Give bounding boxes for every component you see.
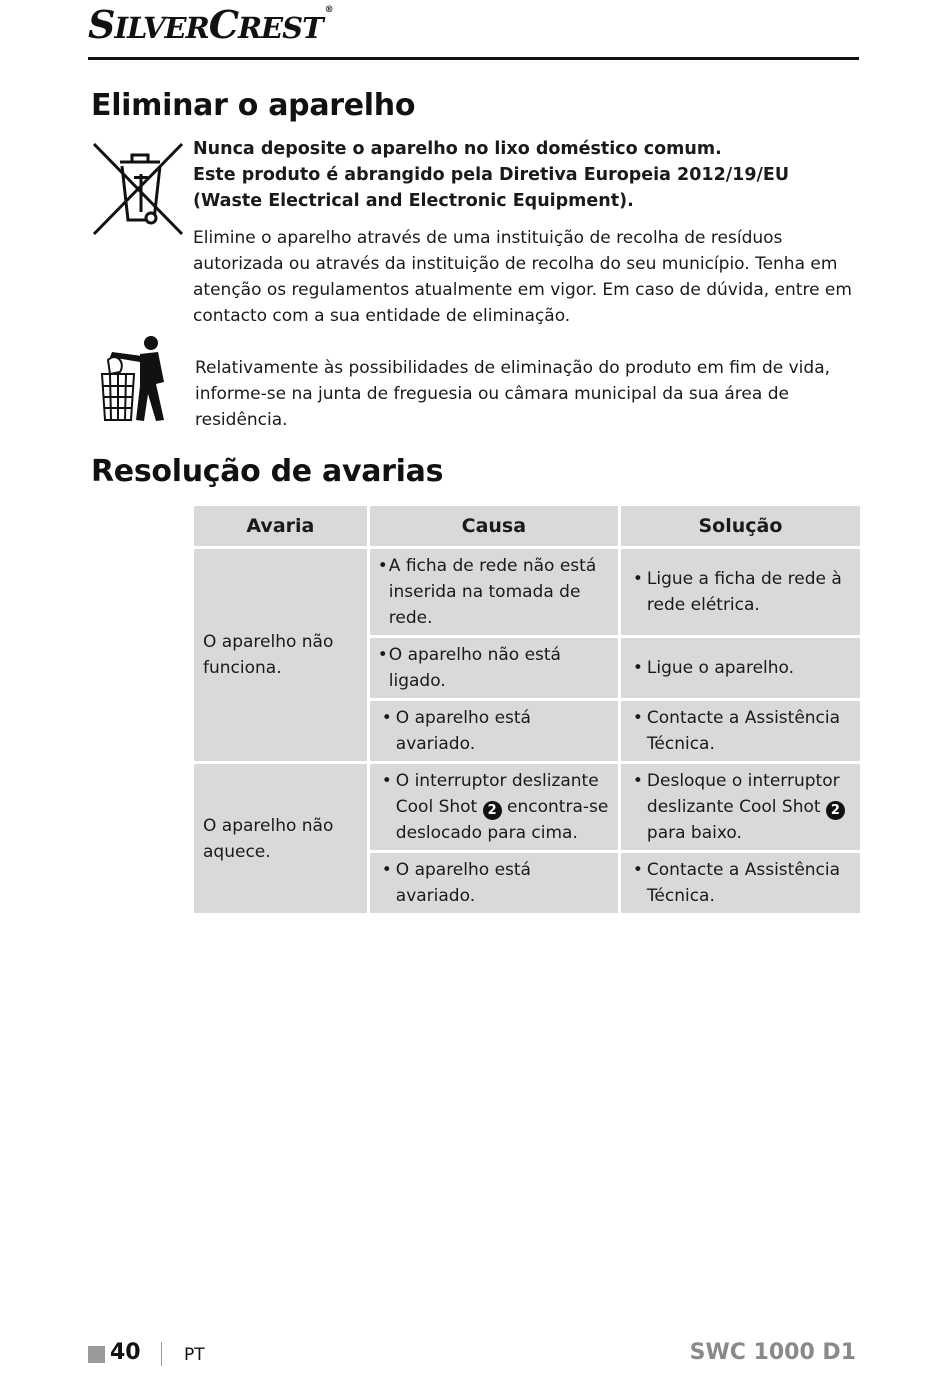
warning-line: Nunca deposite o aparelho no lixo doméstico comum. bbox=[193, 139, 722, 159]
header-causa: Causa bbox=[370, 506, 618, 546]
solucao-cell: • Ligue a ficha de rede à rede elétrica. bbox=[621, 549, 860, 635]
warning-line: Este produto é abrangido pela Diretiva Europeia 2012/19/EU bbox=[193, 165, 790, 185]
ref-number-badge: 2 bbox=[826, 801, 845, 820]
language-code: PT bbox=[184, 1345, 205, 1365]
avaria-cell: O aparelho não aquece. bbox=[194, 764, 367, 913]
causa-cell: • O aparelho está avariado. bbox=[370, 853, 618, 913]
header-solucao: Solução bbox=[621, 506, 860, 546]
brand-logo: SILVERCREST® bbox=[88, 2, 333, 47]
disposal-warning bbox=[193, 136, 853, 214]
header-avaria: Avaria bbox=[194, 506, 367, 546]
disposal-info-paragraph: Relativamente às possibilidades de eliminação do produto em fim de vida, informe-se na junta de freguesia ou câmara municipal da sua área de residência. bbox=[195, 358, 831, 430]
causa-cell: • O aparelho não está ligado. bbox=[370, 638, 618, 698]
solucao-cell: • Contacte a Assistência Técnica. bbox=[621, 853, 860, 913]
trash-bin-person-icon bbox=[98, 334, 170, 424]
page-marker-square bbox=[88, 1346, 105, 1363]
avaria-cell: O aparelho não funciona. bbox=[194, 549, 367, 761]
solucao-cell: • Desloque o interruptor deslizante Cool Shot 2 para baixo. bbox=[621, 764, 860, 850]
section-title-disposal: Eliminar o aparelho bbox=[91, 88, 416, 123]
page-number: 40 bbox=[110, 1340, 141, 1365]
footer-divider bbox=[161, 1342, 162, 1366]
causa-cell: • A ficha de rede não está inserida na tomada de rede. bbox=[370, 549, 618, 635]
warning-line: (Waste Electrical and Electronic Equipment). bbox=[193, 191, 634, 211]
disposal-paragraph: Elimine o aparelho através de uma instituição de recolha de resíduos autorizada ou através da instituição de recolha do seu município. Tenha em atenção os regulamentos atualmente em vigor. Em caso de dúvida, entre em contacto com a sua entidade de eliminação. bbox=[193, 228, 852, 326]
solucao-cell: • Contacte a Assistência Técnica. bbox=[621, 701, 860, 761]
header-rule bbox=[88, 57, 859, 60]
solucao-cell: • Ligue o aparelho. bbox=[621, 638, 860, 698]
troubleshooting-table bbox=[194, 506, 860, 913]
model-number: SWC 1000 D1 bbox=[689, 1340, 856, 1365]
section-title-troubleshooting: Resolução de avarias bbox=[91, 454, 444, 489]
causa-cell: • O interruptor deslizante Cool Shot 2 encontra-se deslocado para cima. bbox=[370, 764, 618, 850]
weee-crossed-bin-icon bbox=[92, 140, 184, 236]
ref-number-badge: 2 bbox=[483, 801, 502, 820]
causa-cell: • O aparelho está avariado. bbox=[370, 701, 618, 761]
